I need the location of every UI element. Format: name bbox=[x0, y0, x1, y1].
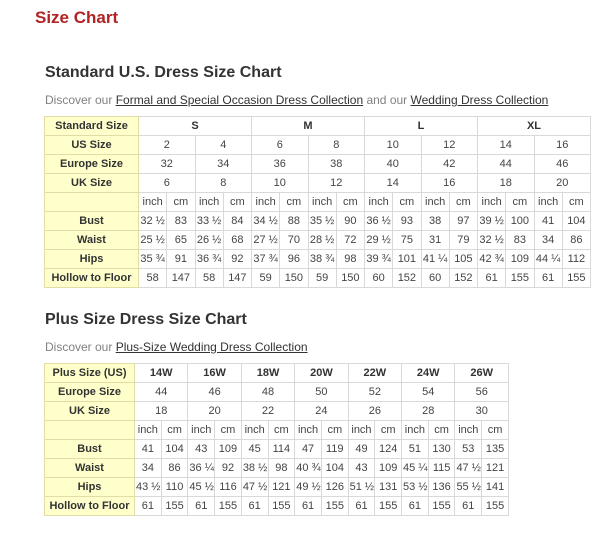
row-label: UK Size bbox=[45, 174, 139, 193]
cell-value: 43 ½ bbox=[135, 478, 162, 497]
cell-value: inch bbox=[241, 421, 268, 440]
cell-value: cm bbox=[506, 193, 534, 212]
cell-value: 109 bbox=[506, 250, 534, 269]
cell-value: 36 ½ bbox=[365, 212, 393, 231]
cell-value: 136 bbox=[428, 478, 455, 497]
cell-value: 22 bbox=[241, 402, 294, 421]
cell-value: 61 bbox=[478, 269, 506, 288]
cell-value: 36 ¾ bbox=[195, 250, 223, 269]
row-label: Standard Size bbox=[45, 117, 139, 136]
cell-value: 20 bbox=[188, 402, 241, 421]
cell-value: inch bbox=[534, 193, 562, 212]
cell-value: 68 bbox=[223, 231, 251, 250]
cell-value: 155 bbox=[161, 497, 188, 516]
cell-value: cm bbox=[449, 193, 477, 212]
cell-value: 119 bbox=[321, 440, 348, 459]
cell-value: 110 bbox=[161, 478, 188, 497]
plus-chart-intro bbox=[45, 340, 610, 354]
cell-value: 83 bbox=[506, 231, 534, 250]
cell-value: 45 ½ bbox=[188, 478, 215, 497]
cell-value: inch bbox=[348, 421, 375, 440]
cell-value: 45 bbox=[241, 440, 268, 459]
cell-value: 100 bbox=[506, 212, 534, 231]
cell-value: 116 bbox=[215, 478, 242, 497]
cell-value: 38 ¾ bbox=[308, 250, 336, 269]
row-label: US Size bbox=[45, 136, 139, 155]
cell-value: 20W bbox=[295, 364, 348, 383]
cell-value: 18W bbox=[241, 364, 294, 383]
cell-value: inch bbox=[365, 193, 393, 212]
cell-value: 22W bbox=[348, 364, 401, 383]
cell-value: 155 bbox=[268, 497, 295, 516]
cell-value: 70 bbox=[280, 231, 308, 250]
cell-value: 42 bbox=[421, 155, 478, 174]
cell-value: inch bbox=[295, 421, 322, 440]
cell-value: 60 bbox=[365, 269, 393, 288]
cell-value: 155 bbox=[506, 269, 534, 288]
cell-value: inch bbox=[455, 421, 482, 440]
cell-value: 115 bbox=[428, 459, 455, 478]
cell-value: 26W bbox=[455, 364, 509, 383]
cell-value: 42 ¾ bbox=[478, 250, 506, 269]
cell-value: 30 bbox=[455, 402, 509, 421]
cell-value: 53 ½ bbox=[402, 478, 429, 497]
cell-value: 61 bbox=[534, 269, 562, 288]
cell-value: 114 bbox=[268, 440, 295, 459]
cell-value: 83 bbox=[167, 212, 195, 231]
row-label: Hollow to Floor bbox=[45, 497, 135, 516]
cell-value: 90 bbox=[336, 212, 364, 231]
table-row bbox=[45, 402, 509, 421]
cell-value: 121 bbox=[482, 459, 509, 478]
cell-value: 65 bbox=[167, 231, 195, 250]
cell-value: cm bbox=[482, 421, 509, 440]
cell-value: 131 bbox=[375, 478, 402, 497]
cell-value: 8 bbox=[308, 136, 365, 155]
cell-value: 14W bbox=[135, 364, 188, 383]
table-row bbox=[45, 231, 591, 250]
cell-value: 61 bbox=[348, 497, 375, 516]
cell-value: 20 bbox=[534, 174, 591, 193]
row-label: Hips bbox=[45, 250, 139, 269]
cell-value: 126 bbox=[321, 478, 348, 497]
cell-value: 135 bbox=[482, 440, 509, 459]
intro-text: Discover our bbox=[45, 93, 116, 107]
cell-value: 79 bbox=[449, 231, 477, 250]
cell-value: 58 bbox=[139, 269, 167, 288]
cell-value: 18 bbox=[478, 174, 535, 193]
cell-value: 41 bbox=[534, 212, 562, 231]
cell-value: 58 bbox=[195, 269, 223, 288]
cell-value: 26 bbox=[348, 402, 401, 421]
cell-value: 49 ½ bbox=[295, 478, 322, 497]
cell-value: cm bbox=[167, 193, 195, 212]
cell-value: cm bbox=[280, 193, 308, 212]
cell-value: 48 bbox=[241, 383, 294, 402]
cell-value: S bbox=[139, 117, 252, 136]
cell-value: 51 bbox=[402, 440, 429, 459]
cell-value: 61 bbox=[402, 497, 429, 516]
cell-value: 59 bbox=[308, 269, 336, 288]
cell-value: 155 bbox=[375, 497, 402, 516]
cell-value: 54 bbox=[402, 383, 455, 402]
cell-value: 32 ½ bbox=[478, 231, 506, 250]
cell-value: 147 bbox=[223, 269, 251, 288]
cell-value: 155 bbox=[428, 497, 455, 516]
cell-value: M bbox=[252, 117, 365, 136]
cell-value: 92 bbox=[215, 459, 242, 478]
cell-value: 124 bbox=[375, 440, 402, 459]
cell-value: 93 bbox=[393, 212, 421, 231]
cell-value: 109 bbox=[215, 440, 242, 459]
cell-value: 155 bbox=[215, 497, 242, 516]
plus-size-wedding-dress-collection-link[interactable]: Plus-Size Wedding Dress Collection bbox=[115, 340, 308, 354]
cell-value: 12 bbox=[421, 136, 478, 155]
table-row bbox=[45, 212, 591, 231]
row-label bbox=[45, 193, 139, 212]
cell-value: 53 bbox=[455, 440, 482, 459]
cell-value: 31 bbox=[421, 231, 449, 250]
cell-value: inch bbox=[252, 193, 280, 212]
cell-value: 43 bbox=[188, 440, 215, 459]
cell-value: cm bbox=[562, 193, 590, 212]
row-label: Waist bbox=[45, 459, 135, 478]
plus-size-section bbox=[0, 311, 610, 516]
cell-value: 150 bbox=[336, 269, 364, 288]
cell-value: 38 bbox=[421, 212, 449, 231]
cell-value: 50 bbox=[295, 383, 348, 402]
cell-value: 112 bbox=[562, 250, 590, 269]
cell-value: 38 bbox=[308, 155, 365, 174]
cell-value: 147 bbox=[167, 269, 195, 288]
cell-value: cm bbox=[428, 421, 455, 440]
cell-value: 46 bbox=[188, 383, 241, 402]
table-row bbox=[45, 269, 591, 288]
cell-value: 33 ½ bbox=[195, 212, 223, 231]
cell-value: 39 ¾ bbox=[365, 250, 393, 269]
plus-chart-heading: Plus Size Dress Size Chart bbox=[45, 311, 247, 328]
cell-value: 8 bbox=[195, 174, 252, 193]
cell-value: 32 ½ bbox=[139, 212, 167, 231]
cell-value: 2 bbox=[139, 136, 196, 155]
cell-value: 46 bbox=[534, 155, 591, 174]
cell-value: 47 ½ bbox=[455, 459, 482, 478]
cell-value: 36 bbox=[252, 155, 309, 174]
standard-chart-intro bbox=[45, 93, 610, 107]
cell-value: 59 bbox=[252, 269, 280, 288]
cell-value: 6 bbox=[139, 174, 196, 193]
cell-value: cm bbox=[393, 193, 421, 212]
table-row bbox=[45, 421, 509, 440]
cell-value: 60 bbox=[421, 269, 449, 288]
table-row bbox=[45, 174, 591, 193]
cell-value: 14 bbox=[365, 174, 422, 193]
table-row bbox=[45, 497, 509, 516]
row-label: Bust bbox=[45, 212, 139, 231]
cell-value: inch bbox=[139, 193, 167, 212]
cell-value: 155 bbox=[321, 497, 348, 516]
cell-value: 105 bbox=[449, 250, 477, 269]
cell-value: 75 bbox=[393, 231, 421, 250]
cell-value: 84 bbox=[223, 212, 251, 231]
cell-value: 38 ½ bbox=[241, 459, 268, 478]
cell-value: 52 bbox=[348, 383, 401, 402]
cell-value: 12 bbox=[308, 174, 365, 193]
cell-value: 61 bbox=[455, 497, 482, 516]
cell-value: cm bbox=[215, 421, 242, 440]
cell-value: 150 bbox=[280, 269, 308, 288]
row-label: Hollow to Floor bbox=[45, 269, 139, 288]
cell-value: 44 bbox=[135, 383, 188, 402]
cell-value: 104 bbox=[161, 440, 188, 459]
cell-value: 25 ½ bbox=[139, 231, 167, 250]
cell-value: 104 bbox=[321, 459, 348, 478]
cell-value: 155 bbox=[482, 497, 509, 516]
cell-value: 41 ¼ bbox=[421, 250, 449, 269]
cell-value: 32 bbox=[139, 155, 196, 174]
formal-dress-collection-link[interactable]: Formal and Special Occasion Dress Collection bbox=[115, 93, 364, 107]
cell-value: 121 bbox=[268, 478, 295, 497]
table-row bbox=[45, 383, 509, 402]
row-label bbox=[45, 421, 135, 440]
cell-value: 45 ¼ bbox=[402, 459, 429, 478]
cell-value: 61 bbox=[135, 497, 162, 516]
cell-value: 88 bbox=[280, 212, 308, 231]
cell-value: 44 bbox=[478, 155, 535, 174]
cell-value: cm bbox=[161, 421, 188, 440]
cell-value: 34 bbox=[534, 231, 562, 250]
cell-value: 49 bbox=[348, 440, 375, 459]
cell-value: inch bbox=[478, 193, 506, 212]
cell-value: 141 bbox=[482, 478, 509, 497]
cell-value: 101 bbox=[393, 250, 421, 269]
cell-value: 155 bbox=[562, 269, 590, 288]
page-title: Size Chart bbox=[35, 8, 119, 27]
cell-value: 92 bbox=[223, 250, 251, 269]
cell-value: inch bbox=[188, 421, 215, 440]
cell-value: 96 bbox=[280, 250, 308, 269]
cell-value: 39 ½ bbox=[478, 212, 506, 231]
cell-value: 34 bbox=[195, 155, 252, 174]
cell-value: 104 bbox=[562, 212, 590, 231]
cell-value: 28 ½ bbox=[308, 231, 336, 250]
cell-value: cm bbox=[336, 193, 364, 212]
cell-value: 98 bbox=[336, 250, 364, 269]
cell-value: 98 bbox=[268, 459, 295, 478]
cell-value: 47 ½ bbox=[241, 478, 268, 497]
cell-value: 91 bbox=[167, 250, 195, 269]
cell-value: 72 bbox=[336, 231, 364, 250]
cell-value: 61 bbox=[241, 497, 268, 516]
cell-value: 55 ½ bbox=[455, 478, 482, 497]
row-label: Plus Size (US) bbox=[45, 364, 135, 383]
cell-value: 37 ¾ bbox=[252, 250, 280, 269]
cell-value: cm bbox=[223, 193, 251, 212]
cell-value: 14 bbox=[478, 136, 535, 155]
table-row bbox=[45, 440, 509, 459]
cell-value: 4 bbox=[195, 136, 252, 155]
table-row bbox=[45, 459, 509, 478]
table-row bbox=[45, 117, 591, 136]
intro-text: and our bbox=[363, 93, 411, 107]
cell-value: 24W bbox=[402, 364, 455, 383]
row-label: Waist bbox=[45, 231, 139, 250]
cell-value: 10 bbox=[365, 136, 422, 155]
cell-value: 16 bbox=[534, 136, 591, 155]
row-label: Europe Size bbox=[45, 155, 139, 174]
cell-value: 47 bbox=[295, 440, 322, 459]
cell-value: 24 bbox=[295, 402, 348, 421]
cell-value: 16W bbox=[188, 364, 241, 383]
table-row bbox=[45, 364, 509, 383]
wedding-dress-collection-link[interactable]: Wedding Dress Collection bbox=[410, 93, 549, 107]
cell-value: 26 ½ bbox=[195, 231, 223, 250]
cell-value: 34 bbox=[135, 459, 162, 478]
cell-value: 35 ¾ bbox=[139, 250, 167, 269]
cell-value: 16 bbox=[421, 174, 478, 193]
cell-value: 40 ¾ bbox=[295, 459, 322, 478]
standard-chart-heading: Standard U.S. Dress Size Chart bbox=[45, 64, 282, 81]
cell-value: 34 ½ bbox=[252, 212, 280, 231]
cell-value: cm bbox=[268, 421, 295, 440]
cell-value: 152 bbox=[449, 269, 477, 288]
cell-value: XL bbox=[478, 117, 591, 136]
table-row bbox=[45, 478, 509, 497]
cell-value: inch bbox=[135, 421, 162, 440]
cell-value: 10 bbox=[252, 174, 309, 193]
cell-value: 61 bbox=[295, 497, 322, 516]
row-label: UK Size bbox=[45, 402, 135, 421]
intro-text: Discover our bbox=[45, 340, 116, 354]
cell-value: 29 ½ bbox=[365, 231, 393, 250]
cell-value: 86 bbox=[562, 231, 590, 250]
cell-value: 130 bbox=[428, 440, 455, 459]
table-row bbox=[45, 136, 591, 155]
cell-value: 61 bbox=[188, 497, 215, 516]
cell-value: 109 bbox=[375, 459, 402, 478]
row-label: Hips bbox=[45, 478, 135, 497]
table-row bbox=[45, 193, 591, 212]
cell-value: 28 bbox=[402, 402, 455, 421]
cell-value: 56 bbox=[455, 383, 509, 402]
row-label: Bust bbox=[45, 440, 135, 459]
cell-value: 43 bbox=[348, 459, 375, 478]
cell-value: 152 bbox=[393, 269, 421, 288]
standard-size-table bbox=[44, 116, 591, 288]
cell-value: cm bbox=[375, 421, 402, 440]
cell-value: 40 bbox=[365, 155, 422, 174]
cell-value: cm bbox=[321, 421, 348, 440]
table-row bbox=[45, 155, 591, 174]
cell-value: 27 ½ bbox=[252, 231, 280, 250]
cell-value: 41 bbox=[135, 440, 162, 459]
cell-value: inch bbox=[402, 421, 429, 440]
cell-value: inch bbox=[195, 193, 223, 212]
plus-size-table bbox=[44, 363, 509, 516]
cell-value: 97 bbox=[449, 212, 477, 231]
cell-value: L bbox=[365, 117, 478, 136]
row-label: Europe Size bbox=[45, 383, 135, 402]
cell-value: 86 bbox=[161, 459, 188, 478]
cell-value: inch bbox=[308, 193, 336, 212]
cell-value: 35 ½ bbox=[308, 212, 336, 231]
cell-value: 44 ¼ bbox=[534, 250, 562, 269]
cell-value: 36 ¼ bbox=[188, 459, 215, 478]
standard-size-section bbox=[0, 64, 610, 288]
table-row bbox=[45, 250, 591, 269]
cell-value: 18 bbox=[135, 402, 188, 421]
cell-value: 6 bbox=[252, 136, 309, 155]
cell-value: 51 ½ bbox=[348, 478, 375, 497]
cell-value: inch bbox=[421, 193, 449, 212]
